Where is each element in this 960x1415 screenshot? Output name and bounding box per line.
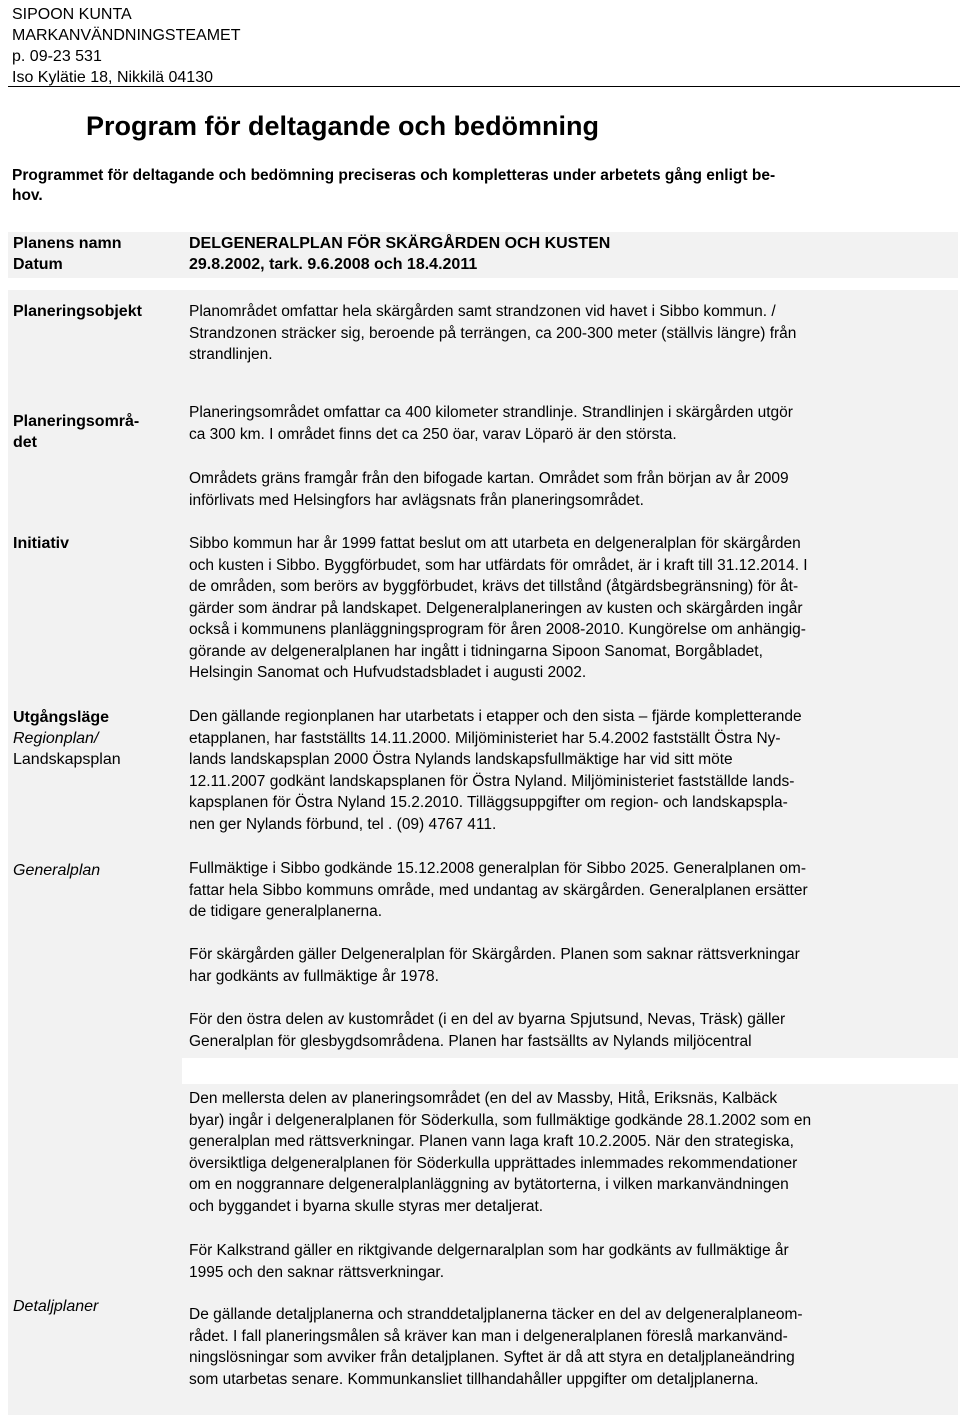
generalplan-text-3: För den östra delen av kustområdet (i en del av byarna Spjutsund, Nevas, Träsk) gäller Generalplan för glesbygdsområdena. Planen har fastsällts av Nylands miljöcentral	[189, 1011, 786, 1050]
header-divider	[8, 86, 960, 87]
generalplan-text-5: För Kalkstrand gäller en riktgivande delgernaralplan som har godkänts av fullmäktige år 1995 och den saknar rättsverkningar.	[189, 1242, 789, 1281]
org-name: SIPOON KUNTA	[12, 6, 132, 23]
address: Iso Kylätie 18, Nikkilä 04130	[12, 69, 213, 86]
detaljplaner-text: De gällande detaljplanerna och stranddetaljplanerna täcker en del av delgeneralplaneom- rådet. I fall planeringsmålen så kräver kan man i delgeneralplanen föreslå markanvänd- ningslösningar som avviker från detaljplanen. Syftet är då att styra en detaljplaneändring som utarbetas senare. Kommunkansliet tillhandahåller uppgifter om detaljplanerna.	[189, 1306, 803, 1388]
initiativ-label: Initiativ	[13, 535, 70, 552]
planens-namn-value	[189, 233, 941, 275]
table-gap	[182, 1058, 958, 1084]
utgangslage-label	[13, 707, 121, 770]
department: MARKANVÄNDNINGSTEAMET	[12, 27, 241, 44]
landskapsplan-label: Landskapsplan	[13, 751, 121, 768]
intro-line: Programmet för deltagande och bedömning preciseras och kompletteras under arbetets gång enligt be-	[12, 167, 776, 184]
letterhead	[12, 4, 240, 88]
intro-line: hov.	[12, 187, 43, 204]
regionplan-label: Regionplan/	[13, 730, 99, 747]
generalplan-text-1: Fullmäktige i Sibbo godkände 15.12.2008 generalplan för Sibbo 2025. Generalplanen om- fattar hela Sibbo kommuns område, med undantag av skärgården. Generalplanen ersätter de tidigare generalplanerna.	[189, 860, 808, 920]
generalplan-label: Generalplan	[13, 862, 101, 879]
plan-name: DELGENERALPLAN FÖR SKÄRGÅRDEN OCH KUSTEN	[189, 235, 611, 252]
plan-date: 29.8.2002, tark. 9.6.2008 och 18.4.2011	[189, 256, 478, 273]
planens-namn-label: Planens namn Datum	[13, 235, 122, 273]
utgangslage-text: Den gällande regionplanen har utarbetats i etapper och den sista – fjärde kompletterande etapplanen, har fastställts 14.11.2000. Miljöministeriet har 5.4.2002 fastställt Östra Ny- lands landskapsplan 2000 Östra Nylands landskapsfullmäktige har vid sitt möte 12.11.2007 godkänt landskapsplanen för Östra Nyland. Miljöministeriet fastställde lands- kapsplanen för Östra Nyland 15.2.2010. Tilläggsuppgifter om region- och landskapspla- nen ger Nylands förbund, tel . (09) 4767 411.	[189, 708, 802, 833]
generalplan-text-2: För skärgården gäller Delgeneralplan för Skärgården. Planen som saknar rättsverkningar har godkänts av fullmäktige år 1978.	[189, 946, 800, 985]
intro-paragraph	[12, 166, 948, 206]
phone: p. 09-23 531	[12, 48, 102, 65]
planeringsomrade-label: Planeringsområ- det	[13, 413, 140, 451]
initiativ-text: Sibbo kommun har år 1999 fattat beslut om att utarbeta en delgeneralplan för skärgården och kusten i Sibbo. Byggförbudet, som har utfärdats för området, är i kraft till 31.12.2014. I de områden, som berörs av byggförbudet, krävs det tillstånd (åtgärdsbegränsning) för åt- gärder som ändrar på landskapet. Delgeneralplaneringen av kusten och skärgården ingår också i kommunens planläggningsprogram för åren 2008-2010. Kungörelse om anhängig- görande av delgeneralplanen har ingått i tidningarna Sipoon Sanomat, Borgåbladet, Helsingin Sanomat och Hufvudstadsbladet i augusti 2002.	[189, 535, 808, 681]
planeringsobjekt-text: Planområdet omfattar hela skärgården samt strandzonen vid havet i Sibbo kommun. / Strandzonen sträcker sig, beroende på terrängen, ca 200-300 meter (ställvis längre) från strandlinjen.	[189, 303, 797, 363]
generalplan-text-4: Den mellersta delen av planeringsområdet (en del av Massby, Hitå, Eriksnäs, Kalbäck byar) ingår i delgeneralplanen för Söderkulla, som fullmäktige godkände 28.1.2002 som en generalplan med rättsverkningar. Planen vann laga kraft 10.2.2005. När den strategiska, översiktliga delgeneralplanen för Söderkulla upprättades inlemmades rekommendationer om en noggrannare delgeneralplanläggning av bytätorterna, i vilken markanvändningen och byggandet i byarna skulle styras mer detaljerat.	[189, 1090, 812, 1215]
page-title: Program för deltagande och bedömning	[86, 111, 600, 141]
utgangslage-heading: Utgångsläge	[13, 709, 110, 726]
detaljplaner-label: Detaljplaner	[13, 1298, 99, 1315]
planeringsobjekt-label: Planeringsobjekt	[13, 303, 142, 320]
planeringsomrade-text-2: Områdets gräns framgår från den bifogade kartan. Området som från början av år 2009 införlivats med Helsingfors har avlägsnats från planeringsområdet.	[189, 470, 789, 509]
planeringsomrade-text-1: Planeringsområdet omfattar ca 400 kilometer strandlinje. Strandlinjen i skärgården utgör ca 300 km. I området finns det ca 250 öar, varav Löparö är den största.	[189, 404, 793, 443]
